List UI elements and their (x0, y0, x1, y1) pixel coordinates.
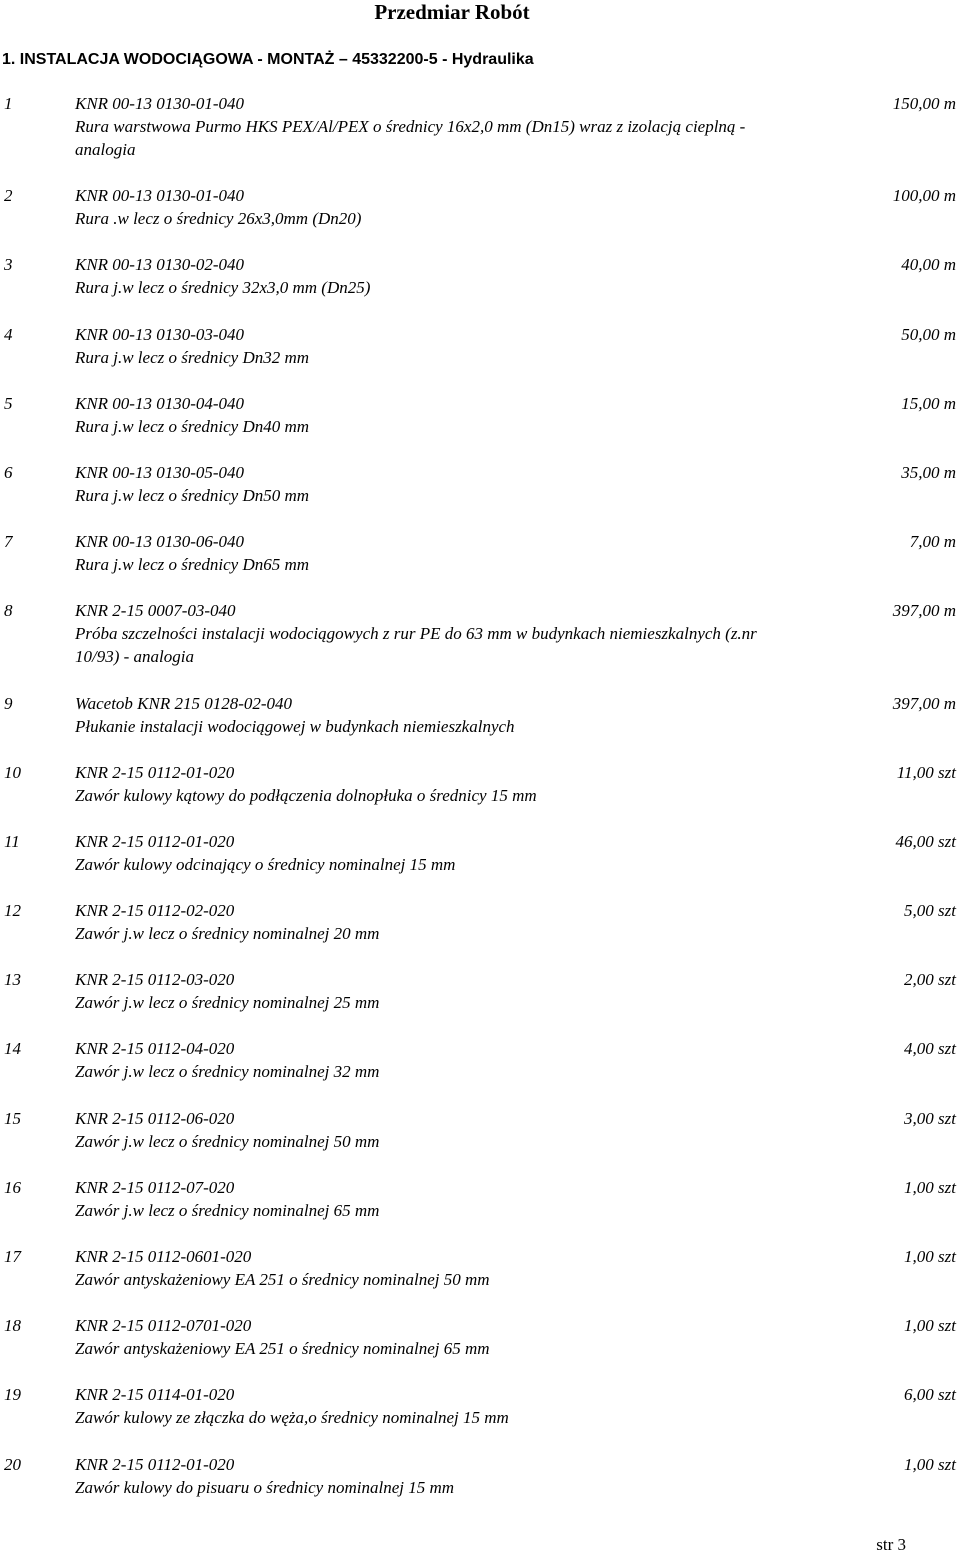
item-description: Zawór antyskażeniowy EA 251 o średnicy nominalnej 65 mm (75, 1339, 490, 1359)
item-quantity: 6,00 szt (904, 1385, 956, 1405)
item-number: 17 (4, 1247, 21, 1266)
item-quantity: 35,00 m (901, 462, 956, 482)
item-description: Zawór j.w lecz o średnicy nominalnej 32 mm (75, 1062, 380, 1082)
item-code: KNR 2-15 0114-01-020 (75, 1385, 235, 1405)
item-description: Zawór j.w lecz o średnicy nominalnej 50 mm (75, 1131, 380, 1151)
list-item-8 (0, 599, 960, 691)
item-code: KNR 2-15 0112-03-020 (75, 970, 235, 990)
item-quantity: 11,00 szt (896, 762, 956, 782)
item-quantity: 397,00 m (892, 693, 956, 713)
item-number: 14 (4, 1039, 21, 1059)
list-item-6 (0, 461, 960, 530)
list-item-10 (0, 761, 960, 830)
list-item-17 (0, 1245, 960, 1314)
item-code: KNR 2-15 0112-07-020 (75, 1177, 235, 1197)
item-quantity: 2,00 szt (904, 970, 956, 990)
item-description: Próba szczelności instalacji wodociągowych z rur PE do 63 mm w budynkach niemieszkalnych (z.nr 10/93) - analogia (75, 624, 757, 667)
item-description: Rura j.w lecz o średnicy Dn50 mm (75, 485, 310, 505)
item-description: Rura warstwowa Purmo HKS PEX/Al/PEX o średnicy 16x2,0 mm (Dn15) wraz z izolacją cieplną - analogia (75, 117, 746, 159)
item-code: KNR 00-13 0130-01-040 (75, 186, 245, 206)
item-number: 7 (4, 532, 13, 552)
item-number: 13 (4, 970, 21, 990)
item-number: 11 (4, 831, 20, 851)
item-quantity: 1,00 szt (904, 1316, 956, 1336)
item-quantity: 100,00 m (892, 186, 956, 206)
item-number: 4 (4, 324, 13, 344)
item-description: Zawór j.w lecz o średnicy nominalnej 25 mm (75, 993, 380, 1013)
item-quantity: 1,00 szt (904, 1454, 956, 1474)
item-code: KNR 00-13 0130-06-040 (75, 532, 245, 552)
item-code: KNR 00-13 0130-03-040 (75, 324, 245, 344)
item-number: 2 (4, 186, 13, 206)
list-item-15 (0, 1107, 960, 1176)
list-item-9 (0, 692, 960, 761)
item-number: 20 (4, 1454, 21, 1474)
item-code: KNR 00-13 0130-05-040 (75, 462, 245, 482)
list-item-5 (0, 392, 960, 461)
item-code: KNR 2-15 0112-01-020 (75, 1454, 235, 1474)
item-code: KNR 2-15 0112-04-020 (75, 1039, 235, 1059)
item-number: 5 (4, 393, 13, 413)
list-item-11 (0, 830, 960, 899)
item-number: 16 (4, 1177, 21, 1197)
item-description: Zawór kulowy do pisuaru o średnicy nominalnej 15 mm (75, 1477, 455, 1497)
item-description: Rura j.w lecz o średnicy 32x3,0 mm (Dn25) (75, 278, 371, 298)
item-description: Zawór kulowy odcinający o średnicy nominalnej 15 mm (75, 854, 456, 874)
item-description: Zawór antyskażeniowy EA 251 o średnicy nominalnej 50 mm (75, 1270, 490, 1289)
item-quantity: 50,00 m (901, 324, 956, 344)
item-quantity: 40,00 m (901, 255, 956, 275)
item-code: KNR 2-15 0112-06-020 (75, 1108, 235, 1128)
item-code: KNR 00-13 0130-02-040 (75, 255, 245, 275)
item-number: 15 (4, 1108, 21, 1128)
item-quantity: 46,00 szt (895, 831, 956, 851)
item-code: KNR 2-15 0112-02-020 (75, 901, 235, 921)
list-item-12 (0, 899, 960, 968)
list-item-2 (0, 184, 960, 253)
list-item-19 (0, 1383, 960, 1452)
item-code: KNR 2-15 0007-03-040 (75, 601, 236, 621)
list-item-4 (0, 323, 960, 392)
list-item-20 (0, 1453, 960, 1522)
item-quantity: 7,00 m (909, 532, 956, 552)
item-quantity: 1,00 szt (904, 1177, 956, 1197)
list-item-14 (0, 1037, 960, 1106)
item-code: KNR 2-15 0112-0601-020 (75, 1247, 252, 1266)
item-code: Wacetob KNR 215 0128-02-040 (75, 693, 293, 713)
item-description: Zawór j.w lecz o średnicy nominalnej 20 mm (75, 924, 380, 944)
page-title: Przedmiar Robót (374, 0, 530, 24)
item-code: KNR 2-15 0112-01-020 (75, 831, 235, 851)
item-number: 8 (4, 601, 13, 621)
item-description: Rura .w lecz o średnicy 26x3,0mm (Dn20) (75, 209, 362, 229)
item-quantity: 15,00 m (901, 393, 956, 413)
item-description: Rura j.w lecz o średnicy Dn40 mm (75, 416, 310, 436)
item-description: Rura j.w lecz o średnicy Dn65 mm (75, 555, 310, 575)
item-number: 19 (4, 1385, 21, 1405)
item-number: 1 (4, 94, 13, 113)
item-number: 9 (4, 693, 13, 713)
item-quantity: 5,00 szt (904, 901, 956, 921)
section-heading: 1. INSTALACJA WODOCIĄGOWA - MONTAŻ – 45332200-5 - Hydraulika (2, 51, 534, 68)
item-quantity: 397,00 m (892, 601, 956, 621)
page-number: str 3 (876, 1535, 906, 1554)
item-description: Zawór j.w lecz o średnicy nominalnej 65 mm (75, 1200, 380, 1220)
item-code: KNR 2-15 0112-0701-020 (75, 1316, 252, 1336)
item-quantity: 3,00 szt (904, 1108, 956, 1128)
item-list (0, 92, 960, 1522)
item-quantity: 1,00 szt (904, 1247, 956, 1266)
item-code: KNR 00-13 0130-01-040 (75, 94, 245, 113)
list-item-1 (0, 92, 960, 184)
list-item-18 (0, 1314, 960, 1383)
item-description: Rura j.w lecz o średnicy Dn32 mm (75, 347, 310, 367)
list-item-3 (0, 253, 960, 322)
item-number: 18 (4, 1316, 21, 1336)
item-code: KNR 00-13 0130-04-040 (75, 393, 245, 413)
item-description: Płukanie instalacji wodociągowej w budynkach niemieszkalnych (75, 716, 515, 736)
item-description: Zawór kulowy ze złączka do węża,o średnicy nominalnej 15 mm (75, 1408, 509, 1428)
list-item-16 (0, 1176, 960, 1245)
item-description: Zawór kulowy kątowy do podłączenia dolnopłuka o średnicy 15 mm (75, 785, 537, 805)
item-quantity: 150,00 m (892, 94, 956, 113)
item-code: KNR 2-15 0112-01-020 (75, 762, 235, 782)
item-number: 6 (4, 462, 13, 482)
item-number: 10 (4, 762, 21, 782)
item-number: 3 (4, 255, 13, 275)
list-item-7 (0, 530, 960, 599)
item-number: 12 (4, 901, 21, 921)
list-item-13 (0, 968, 960, 1037)
item-quantity: 4,00 szt (904, 1039, 956, 1059)
